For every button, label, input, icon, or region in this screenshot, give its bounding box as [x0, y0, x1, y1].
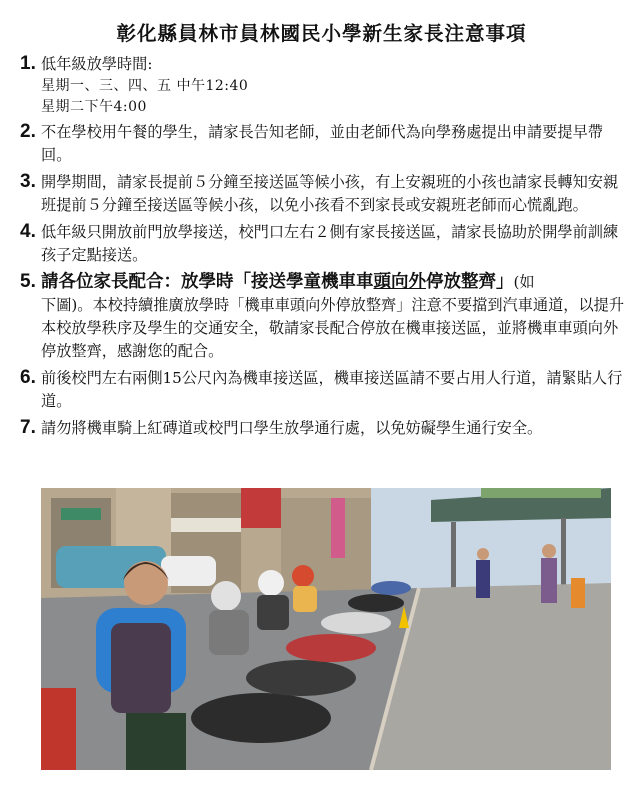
item-text: 請勿將機車騎上紅磚道或校門口學生放學通行處，以免妨礙學生通行安全。: [41, 419, 543, 437]
notice-item-3: [20, 171, 632, 217]
notice-item-1: [20, 53, 632, 118]
item-text: 前後校門左右兩側15公尺內為機車接送區，機車接送區請不要占用人行道，請緊貼人行道。: [41, 369, 623, 410]
schedule-line: 星期二下午4:00: [41, 99, 147, 115]
item-highlight: 停放整齊: [426, 272, 496, 292]
item-highlight-underlined: 頭向外: [373, 272, 426, 292]
item-lead-close: 」: [496, 272, 514, 292]
item-number: 2.: [20, 121, 36, 142]
notice-item-2: [20, 121, 632, 167]
item-number: 7.: [20, 417, 36, 438]
item-number: 5.: [20, 271, 36, 292]
page-title: 彰化縣員林市員林國民小學新生家長注意事項: [116, 22, 527, 45]
parents-on-scooters-illustration: [41, 488, 611, 770]
item-text: 開學期間，請家長提前５分鐘至接送區等候小孩，有上安親班的小孩也請家長轉知安親班提前５分鐘至接送區等候小孩，以免小孩看不到家長或安親班老師而心慌亂跑。: [41, 173, 619, 214]
item-lead: 請各位家長配合：放學時「: [41, 272, 251, 292]
notice-item-6: [20, 367, 632, 413]
notice-item-5: [20, 271, 632, 363]
item-text: 下圖)。本校持續推廣放學時「機車車頭向外停放整齊」注意不要擋到汽車通道，以提升本校放學秩序及學生的交通安全，敬請家長配合停放在機車接送區，並將機車車頭向外停放整齊，感謝您的配合。: [41, 296, 625, 360]
notice-item-4: [20, 221, 632, 267]
schedule-line: 星期一、三、四、五 中午12:40: [41, 78, 249, 94]
item-text: 低年級放學時間:: [41, 55, 153, 73]
street-photo: [41, 488, 611, 770]
item-number: 4.: [20, 221, 36, 242]
item-highlight: 接送學童機車車: [251, 272, 374, 292]
notice-list: [20, 53, 632, 440]
notice-item-7: [20, 417, 632, 440]
item-text: 不在學校用午餐的學生，請家長告知老師，並由老師代為向學務處提出申請要提早帶回。: [41, 123, 603, 164]
item-number: 3.: [20, 171, 36, 192]
item-text: 低年級只開放前門放學接送，校門口左右２側有家長接送區，請家長協助於開學前訓練孩子定點接送。: [41, 223, 619, 264]
item-number: 6.: [20, 367, 36, 388]
item-paren: (如: [513, 273, 535, 291]
item-number: 1.: [20, 53, 36, 74]
